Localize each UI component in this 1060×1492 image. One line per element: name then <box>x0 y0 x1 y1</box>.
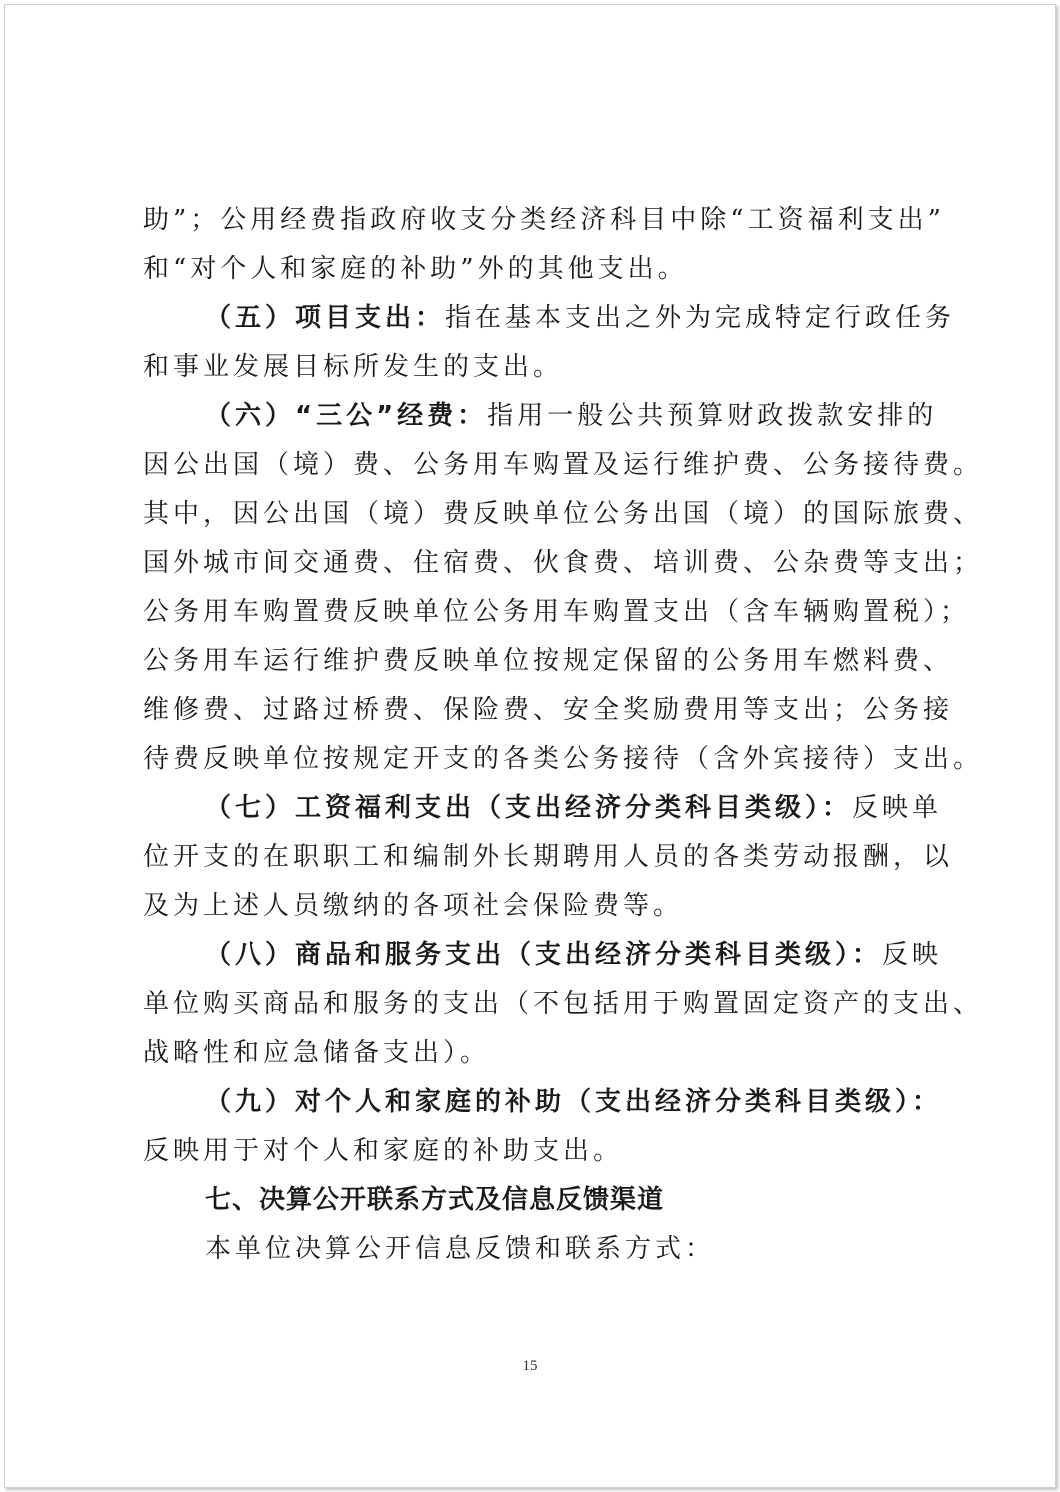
section-7 <box>143 784 943 833</box>
text-line: 反映用于对个人和家庭的补助支出。 <box>143 1136 624 1166</box>
text-line: 公务用车购置费反映单位公务用车购置支出（含车辆购置税）； <box>143 597 971 627</box>
text-line: 和“对个人和家庭的补助”外的其他支出。 <box>143 254 688 284</box>
section-8 <box>143 931 943 980</box>
closing-line: 本单位决算公开信息反馈和联系方式： <box>205 1234 716 1264</box>
text-line: 和事业发展目标所发生的支出。 <box>143 352 564 382</box>
text-line: 其中，因公出国（境）费反映单位公务出国（境）的国际旅费、 <box>143 499 984 529</box>
text-line: 国外城市间交通费、住宿费、伙食费、培训费、公杂费等支出； <box>143 548 984 578</box>
text-line: 因公出国（境）费、公务用车购置及运行维护费、公务接待费。 <box>143 450 984 480</box>
section-6 <box>143 392 943 441</box>
section-8-text: 反映 <box>882 940 943 970</box>
section-5 <box>143 294 956 343</box>
section-6-text: 指用一般公共预算财政拨款安排的 <box>487 401 938 431</box>
section-8-label: （八）商品和服务支出（支出经济分类科目类级）： <box>205 940 883 970</box>
document-body <box>143 196 984 1274</box>
text-line: 维修费、过路过桥费、保险费、安全奖励费用等支出；公务接 <box>143 695 954 725</box>
text-line: 战略性和应急储备支出）。 <box>143 1038 491 1068</box>
text-line: 单位购买商品和服务的支出（不包括用于购置固定资产的支出、 <box>143 989 984 1019</box>
section-7-text: 反映单 <box>852 793 943 823</box>
section-heading-7: 七、决算公开联系方式及信息反馈渠道 <box>205 1185 665 1215</box>
text-line: 待费反映单位按规定开支的各类公务接待（含外宾接待）支出。 <box>143 744 984 774</box>
text-line: 位开支的在职职工和编制外长期聘用人员的各类劳动报酬，以 <box>143 842 954 872</box>
section-5-label: （五）项目支出： <box>205 303 446 333</box>
section-9 <box>143 1078 943 1127</box>
section-9-label: （九）对个人和家庭的补助（支出经济分类科目类级）： <box>205 1087 943 1117</box>
text-line: 公务用车运行维护费反映单位按规定保留的公务用车燃料费、 <box>143 646 954 676</box>
section-5-text: 指在基本支出之外为完成特定行政任务 <box>445 303 956 333</box>
section-6-label: （六）“三公”经费： <box>205 401 488 431</box>
section-7-label: （七）工资福利支出（支出经济分类科目类级）： <box>205 793 853 823</box>
text-line: 及为上述人员缴纳的各项社会保险费等。 <box>143 891 684 921</box>
page-number: 15 <box>522 1358 538 1374</box>
text-line: 助”；公用经费指政府收支分类经济科目中除“工资福利支出” <box>143 205 945 235</box>
